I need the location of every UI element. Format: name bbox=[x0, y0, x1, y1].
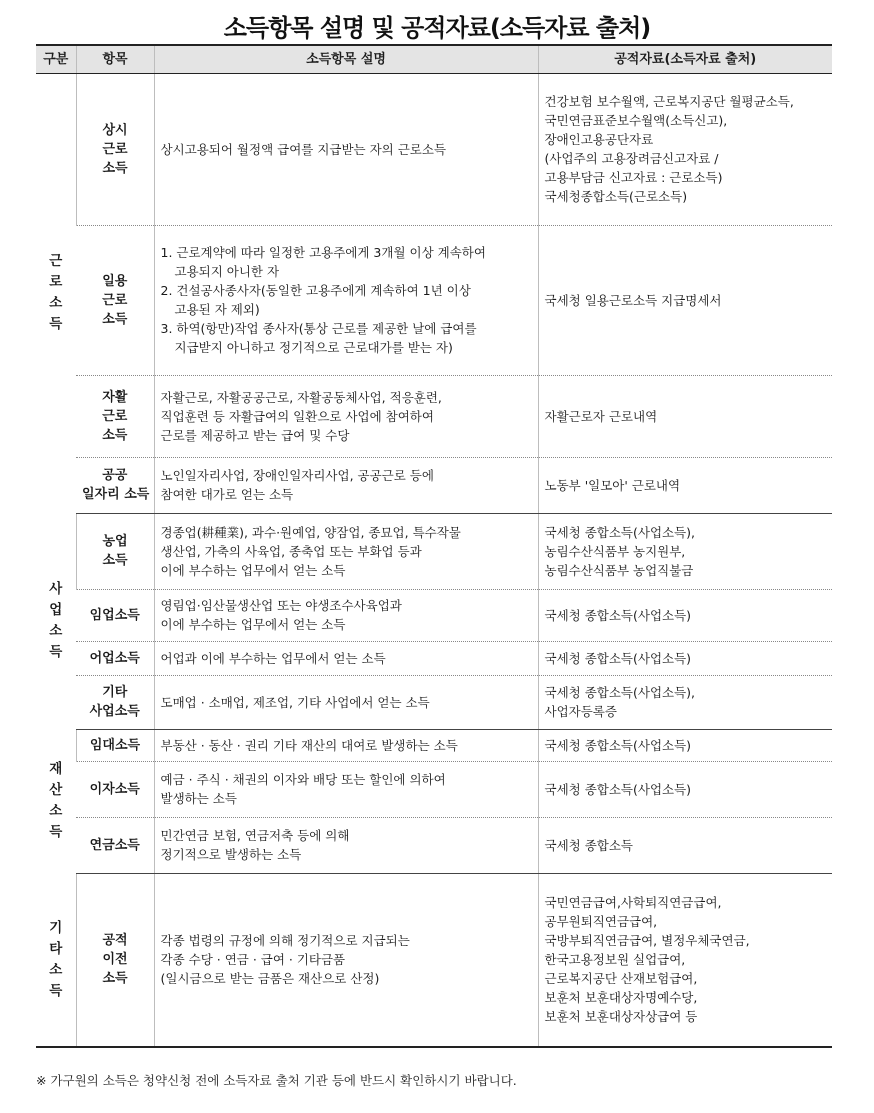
item-line: 소득 bbox=[102, 553, 128, 568]
page-title: 소득항목 설명 및 공적자료(소득자료 출처) bbox=[223, 14, 651, 42]
description-cell bbox=[154, 761, 538, 817]
item-line: 일용 bbox=[102, 273, 128, 289]
source-cell bbox=[538, 513, 832, 589]
item-line: 어업소득 bbox=[89, 650, 140, 666]
header-source: 공적자료(소득자료 출처) bbox=[538, 45, 832, 73]
source-line: 국민연금급여,사학퇴직연금급여, bbox=[544, 895, 722, 911]
source-cell bbox=[538, 73, 832, 225]
source-cell bbox=[538, 225, 832, 375]
item-line: 근로 bbox=[102, 408, 128, 424]
item-cell bbox=[76, 641, 154, 675]
source-line: 한국고용정보원 실업급여, bbox=[544, 952, 686, 968]
item-line: 임업소득 bbox=[89, 607, 140, 623]
item-cell bbox=[76, 729, 154, 761]
source-cell bbox=[538, 457, 832, 513]
description-line: 발생하는 소득 bbox=[160, 791, 237, 806]
source-line: 국방부퇴직연금급여, 별정우체국연금, bbox=[544, 933, 750, 949]
description-line: 1. 근로계약에 따라 일정한 고용주에게 3개월 이상 계속하여 bbox=[160, 245, 486, 260]
source-line: 국세청 종합소득 bbox=[544, 837, 633, 853]
header-description: 소득항목 설명 bbox=[154, 45, 538, 73]
table-row bbox=[36, 375, 832, 457]
description-cell bbox=[154, 589, 538, 641]
item-line: 일자리 소득 bbox=[82, 487, 150, 502]
description-line: 영림업·임산물생산업 또는 야생조수사육업과 bbox=[160, 598, 402, 613]
source-line: 국세청 종합소득(사업소득), bbox=[544, 524, 696, 540]
item-line: 연금소득 bbox=[89, 837, 140, 853]
source-cell bbox=[538, 873, 832, 1047]
category-business: 사업소득 bbox=[49, 581, 63, 660]
source-cell bbox=[538, 641, 832, 675]
description-line: 노인일자리사업, 장애인일자리사업, 공공근로 등에 bbox=[160, 468, 434, 483]
source-line: 농림수산식품부 농업직불금 bbox=[544, 562, 694, 578]
description-cell bbox=[154, 675, 538, 729]
description-line: 예금 · 주식 · 채권의 이자와 배당 또는 할인에 의하여 bbox=[160, 772, 446, 787]
description-line: 각종 수당 · 연금 · 급여 · 기타금품 bbox=[160, 952, 346, 968]
description-line: 정기적으로 발생하는 소득 bbox=[160, 847, 302, 862]
item-line: 소득 bbox=[102, 311, 128, 327]
source-cell bbox=[538, 589, 832, 641]
table-header-row bbox=[36, 45, 832, 73]
source-line: 자활근로자 근로내역 bbox=[544, 408, 658, 424]
description-line: 생산업, 가축의 사육업, 종축업 또는 부화업 등과 bbox=[160, 543, 422, 559]
source-cell bbox=[538, 761, 832, 817]
description-line: 고용되지 아니한 자 bbox=[174, 264, 280, 279]
description-line: 2. 건설공사종사자(동일한 고용주에게 계속하여 1년 이상 bbox=[160, 283, 471, 298]
source-cell bbox=[538, 817, 832, 873]
source-line: 농림수산식품부 농지원부, bbox=[544, 543, 686, 559]
table-row bbox=[36, 457, 832, 513]
footnote: ※ 가구원의 소득은 청약신청 전에 소득자료 출처 기관 등에 반드시 확인하시기 바랍니다. bbox=[36, 1073, 517, 1088]
description-cell bbox=[154, 873, 538, 1047]
description-line: 이에 부수하는 업무에서 얻는 소득 bbox=[160, 562, 346, 578]
item-cell bbox=[76, 675, 154, 729]
item-line: 사업소득 bbox=[89, 704, 140, 719]
source-cell bbox=[538, 375, 832, 457]
item-cell bbox=[76, 457, 154, 513]
source-line: 장애인고용공단자료 bbox=[544, 132, 654, 147]
item-line: 임대소득 bbox=[89, 737, 141, 753]
description-cell bbox=[154, 729, 538, 761]
source-line: 보훈처 보훈대상자상급여 등 bbox=[544, 1009, 698, 1025]
item-cell bbox=[76, 817, 154, 873]
item-line: 소득 bbox=[102, 160, 128, 176]
description-line: 이에 부수하는 업무에서 얻는 소득 bbox=[160, 617, 346, 632]
description-line: (일시금으로 받는 금품은 재산으로 산정) bbox=[160, 971, 380, 987]
description-line: 민간연금 보험, 연금저축 등에 의해 bbox=[160, 828, 350, 843]
item-cell bbox=[76, 761, 154, 817]
item-line: 공적 bbox=[102, 933, 128, 949]
source-line: 고용부담금 신고자료 : 근로소득) bbox=[544, 170, 723, 185]
description-line: 근로를 제공하고 받는 급여 및 수당 bbox=[160, 427, 350, 443]
description-line: 상시고용되어 월정액 급여를 지급받는 자의 근로소득 bbox=[160, 141, 447, 157]
description-line: 참여한 대가로 얻는 소득 bbox=[160, 487, 294, 502]
item-cell bbox=[76, 73, 154, 225]
description-line: 어업과 이에 부수하는 업무에서 얻는 소득 bbox=[160, 650, 386, 666]
item-cell bbox=[76, 873, 154, 1047]
source-line: 사업자등록증 bbox=[544, 704, 617, 719]
category-property: 재산소득 bbox=[49, 761, 63, 840]
table-row bbox=[36, 817, 832, 873]
source-line: 공무원퇴직연금급여, bbox=[544, 914, 658, 930]
item-line: 이전 bbox=[102, 952, 128, 968]
table-row bbox=[36, 225, 832, 375]
description-line: 도매업 · 소매업, 제조업, 기타 사업에서 얻는 소득 bbox=[160, 694, 430, 710]
source-line: 국세청 종합소득(사업소득) bbox=[544, 607, 692, 623]
description-line: 고용된 자 제외) bbox=[174, 302, 260, 317]
source-line: 국민연금표준보수월액(소득신고), bbox=[544, 113, 728, 128]
source-cell bbox=[538, 675, 832, 729]
source-line: 국세청 종합소득(사업소득) bbox=[544, 737, 692, 753]
description-line: 각종 법령의 규정에 의해 정기적으로 지급되는 bbox=[160, 933, 410, 949]
table-row bbox=[36, 761, 832, 817]
item-line: 기타 bbox=[102, 685, 128, 700]
income-table bbox=[36, 44, 832, 1048]
category-labor: 근로소득 bbox=[49, 253, 63, 333]
item-cell bbox=[76, 225, 154, 375]
description-cell bbox=[154, 817, 538, 873]
description-line: 자활근로, 자활공공근로, 자활공동체사업, 적응훈련, bbox=[160, 389, 442, 405]
source-line: 국세청 일용근로소득 지급명세서 bbox=[544, 292, 722, 308]
category-other: 기타소득 bbox=[36, 873, 76, 1047]
description-line: 부동산 · 동산 · 권리 기타 재산의 대여로 발생하는 소득 bbox=[160, 737, 458, 753]
item-line: 근로 bbox=[102, 292, 128, 308]
item-line: 자활 bbox=[102, 389, 128, 405]
description-cell bbox=[154, 375, 538, 457]
table-row bbox=[36, 675, 832, 729]
source-line: (사업주의 고용장려금신고자료 / bbox=[544, 151, 719, 166]
source-line: 건강보험 보수월액, 근로복지공단 월평균소득, bbox=[544, 94, 794, 109]
header-item: 항목 bbox=[76, 45, 154, 73]
item-cell bbox=[76, 513, 154, 589]
item-line: 공공 bbox=[102, 468, 128, 483]
description-cell bbox=[154, 513, 538, 589]
source-line: 국세청종합소득(근로소득) bbox=[544, 189, 688, 204]
source-cell bbox=[538, 729, 832, 761]
item-cell bbox=[76, 589, 154, 641]
source-line: 국세청 종합소득(사업소득), bbox=[544, 685, 696, 700]
item-line: 농업 bbox=[102, 534, 128, 549]
item-line: 이자소득 bbox=[89, 781, 140, 797]
description-cell bbox=[154, 73, 538, 225]
item-cell bbox=[76, 375, 154, 457]
description-cell bbox=[154, 641, 538, 675]
source-line: 국세청 종합소득(사업소득) bbox=[544, 781, 692, 797]
source-line: 노동부 '일모아' 근로내역 bbox=[544, 477, 681, 493]
description-cell bbox=[154, 225, 538, 375]
header-category: 구분 bbox=[36, 45, 76, 73]
item-line: 근로 bbox=[102, 141, 128, 157]
table-row bbox=[36, 73, 832, 225]
description-cell bbox=[154, 457, 538, 513]
source-line: 보훈처 보훈대상자명예수당, bbox=[544, 990, 698, 1006]
table-row bbox=[36, 589, 832, 641]
item-line: 상시 bbox=[102, 122, 128, 138]
table-row bbox=[36, 873, 832, 1047]
item-line: 소득 bbox=[102, 971, 128, 987]
description-line: 경종업(耕種業), 과수·원예업, 양잠업, 종묘업, 특수작물 bbox=[160, 524, 461, 540]
description-line: 3. 하역(항만)작업 종사자(통상 근로를 제공한 날에 급여를 bbox=[160, 321, 477, 336]
table-row bbox=[36, 641, 832, 675]
table-row bbox=[36, 513, 832, 589]
table-row bbox=[36, 729, 832, 761]
source-line: 근로복지공단 산재보험급여, bbox=[544, 971, 698, 987]
description-line: 직업훈련 등 자활급여의 일환으로 사업에 참여하여 bbox=[160, 408, 434, 424]
item-line: 소득 bbox=[102, 427, 128, 443]
description-line: 지급받지 아니하고 정기적으로 근로대가를 받는 자) bbox=[174, 340, 453, 355]
source-line: 국세청 종합소득(사업소득) bbox=[544, 650, 692, 666]
